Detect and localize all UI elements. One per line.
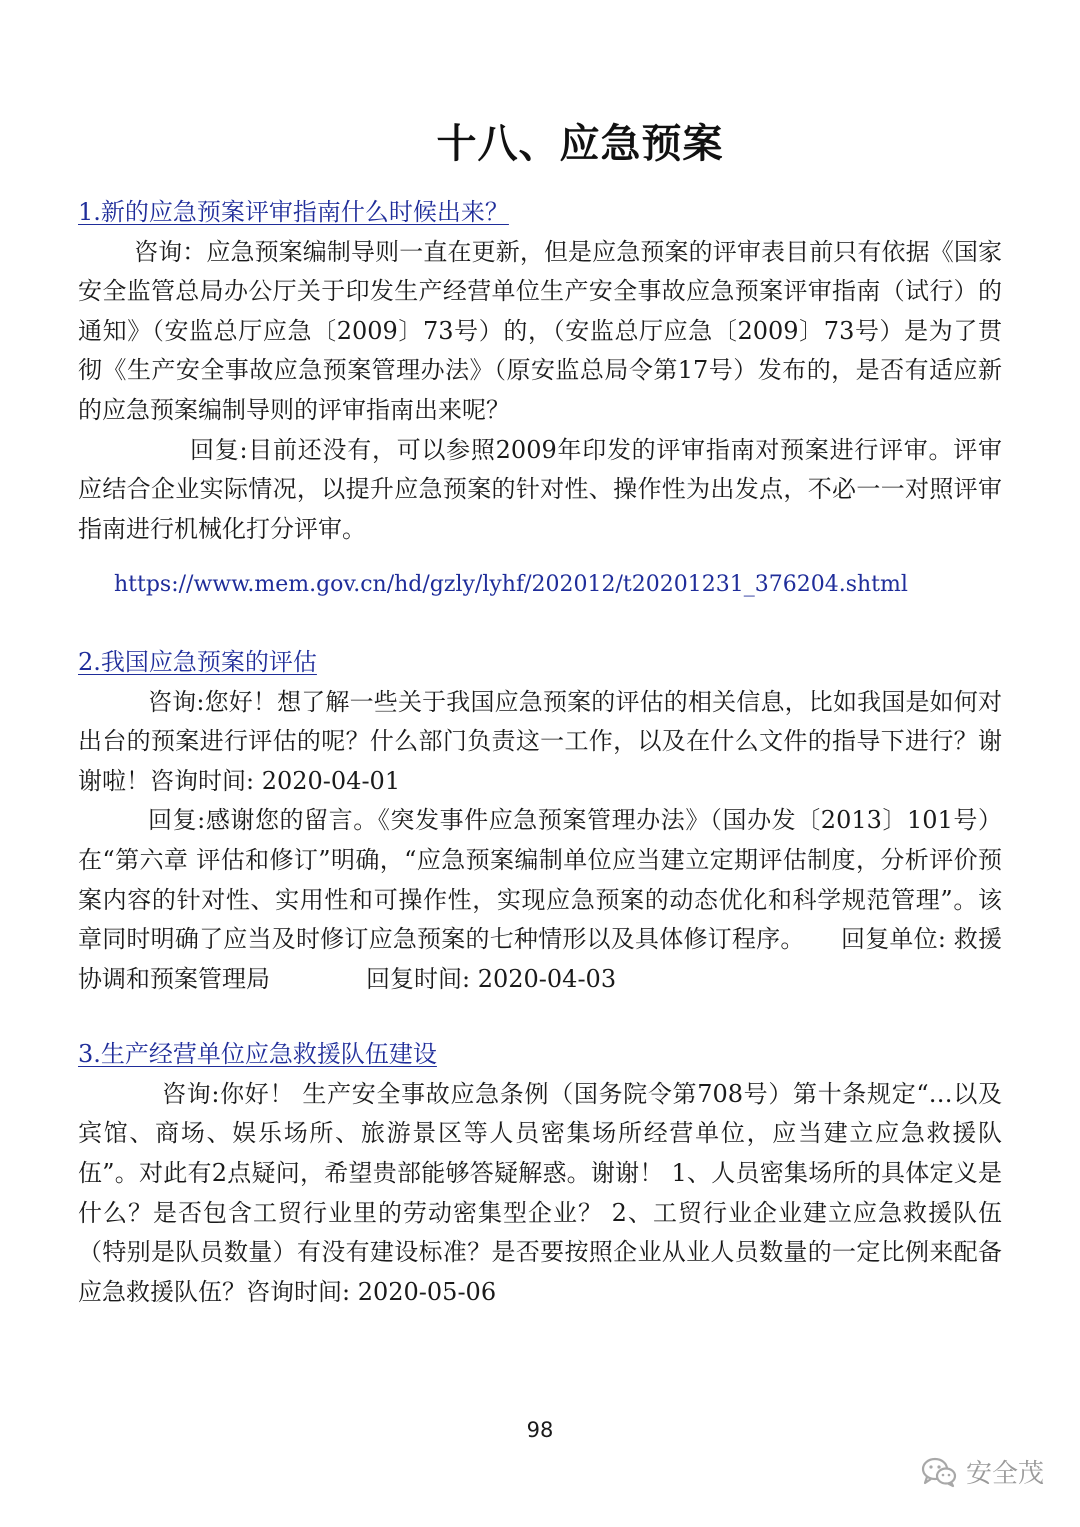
watermark-label: 安全茂 — [965, 1459, 1044, 1489]
question-2-heading[interactable]: 2.我国应急预案的评估 — [78, 647, 317, 676]
document-body — [78, 193, 1002, 1312]
question-1-consult: 咨询：应急预案编制导则一直在更新，但是应急预案的评审表目前只有依据《国家安全监管总局办公厅关于印发生产经营单位生产安全事故应急预案评审指南（试行）的通知》（安监总厅应急〔2009〕73号）的，（安监总厅应急〔2009〕73号）是为了贯彻《生产安全事故应急预案管理办法》（原安监总局令第17号）发布的，是否有适应新的应急预案编制导则的评审指南出来呢？ — [78, 237, 1002, 424]
wechat-icon — [920, 1456, 958, 1488]
question-1-heading[interactable]: 1.新的应急预案评审指南什么时候出来？ — [78, 198, 509, 226]
watermark — [920, 1453, 1044, 1490]
question-3 — [78, 1035, 1002, 1075]
question-2-reply: 回复:感谢您的留言。《突发事件应急预案管理办法》（国办发〔2013〕101号）在“第六章 评估和修订”明确，“应急预案编制单位应当建立定期评估制度，分析评价预案内容的针对性、实用性和可操作性，实现应急预案的动态优化和科学规范管理”。该章同时明确了应当及时修订应急预案的七种情形以及具体修订程序。 回复单位: 救援协调和预案管理局 回复时间: 2020-04-03 — [78, 806, 1002, 993]
question-1 — [78, 193, 1002, 233]
question-3-heading[interactable]: 3.生产经营单位应急救援队伍建设 — [78, 1040, 437, 1069]
question-1-reply: 回复:目前还没有，可以参照2009年印发的评审指南对预案进行评审。评审应结合企业实际情况，以提升应急预案的针对性、操作性为出发点，不必一一对照评审指南进行机械化打分评审。 — [78, 435, 1002, 543]
page-number: 98 — [526, 1418, 554, 1442]
question-3-consult: 咨询:你好！ 生产安全事故应急条例（国务院令第708号）第十条规定“…以及宾馆、商场、娱乐场所、旅游景区等人员密集场所经营单位，应当建立应急救援队伍”。对此有2点疑问，希望贵部能够答疑解惑。谢谢！ 1、人员密集场所的具体定义是什么？是否包含工贸行业里的劳动密集型企业？ 2、工贸行业企业建立应急救援队伍（特别是队员数量）有没有建设标准？是否要按照企业从业人员数量的一定比例来配备应急救援队伍？咨询时间: 2020-05-06 — [78, 1079, 1002, 1306]
page-title: 十八、应急预案 — [436, 121, 724, 167]
question-1-source-link[interactable]: https://www.mem.gov.cn/hd/gzly/lyhf/202012/t20201231_376204.shtml — [114, 572, 908, 598]
question-2-consult: 咨询:您好！想了解一些关于我国应急预案的评估的相关信息，比如我国是如何对出台的预案进行评估的呢？什么部门负责这一工作，以及在什么文件的指导下进行？谢谢啦！咨询时间: 2020-04-01 — [78, 687, 1002, 795]
question-2 — [78, 643, 1002, 683]
